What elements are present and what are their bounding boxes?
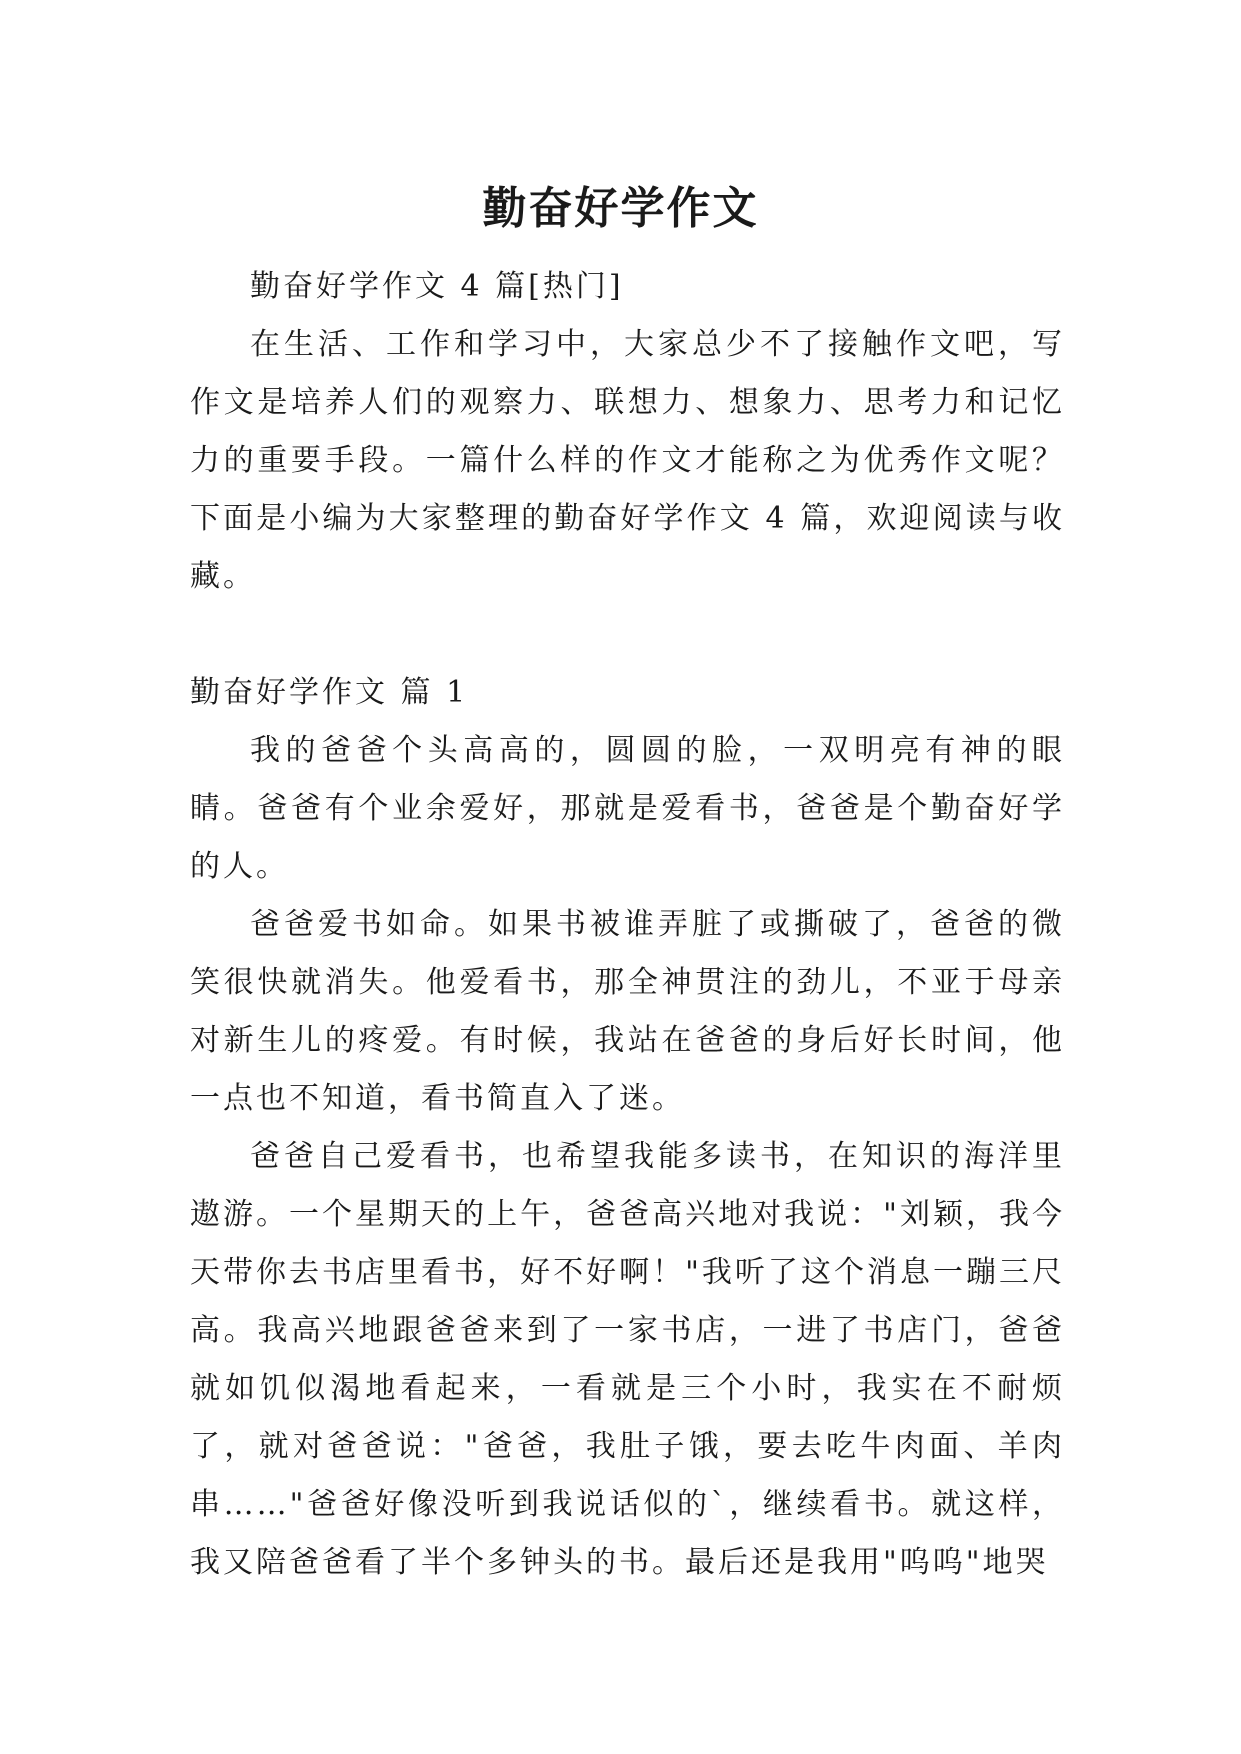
intro-paragraph: 在生活、工作和学习中，大家总少不了接触作文吧，写作文是培养人们的观察力、联想力、想象力、思考力和记忆力的重要手段。一篇什么样的作文才能称之为优秀作文呢？下面是小编为大家整理的勤奋好学作文 4 篇，欢迎阅读与收藏。 bbox=[190, 327, 1065, 594]
document-body bbox=[190, 258, 1065, 1592]
section-paragraph-3: 爸爸自己爱看书，也希望我能多读书，在知识的海洋里遨游。一个星期天的上午，爸爸高兴地对我说："刘颖，我今天带你去书店里看书，好不好啊！"我听了这个消息一蹦三尺高。我高兴地跟爸爸来到了一家书店，一进了书店门，爸爸就如饥似渴地看起来，一看就是三个小时，我实在不耐烦了，就对爸爸说："爸爸，我肚子饿，要去吃牛肉面、羊肉串……"爸爸好像没听到我说话似的`，继续看书。就这样，我又陪爸爸看了半个多钟头的书。最后还是我用"呜呜"地哭 bbox=[190, 1139, 1065, 1580]
section-paragraph-2: 爸爸爱书如命。如果书被谁弄脏了或撕破了，爸爸的微笑很快就消失。他爱看书，那全神贯注的劲儿，不亚于母亲对新生儿的疼爱。有时候，我站在爸爸的身后好长时间，他一点也不知道，看书简直入了迷。 bbox=[190, 907, 1065, 1116]
section-gap bbox=[190, 606, 1065, 664]
document-title: 勤奋好学作文 bbox=[482, 183, 759, 235]
section-heading: 勤奋好学作文 篇 1 bbox=[190, 675, 469, 710]
section-paragraph-1: 我的爸爸个头高高的，圆圆的脸，一双明亮有神的眼睛。爸爸有个业余爱好，那就是爱看书，爸爸是个勤奋好学的人。 bbox=[190, 733, 1065, 884]
document-subtitle: 勤奋好学作文 4 篇[热门] bbox=[250, 269, 624, 304]
